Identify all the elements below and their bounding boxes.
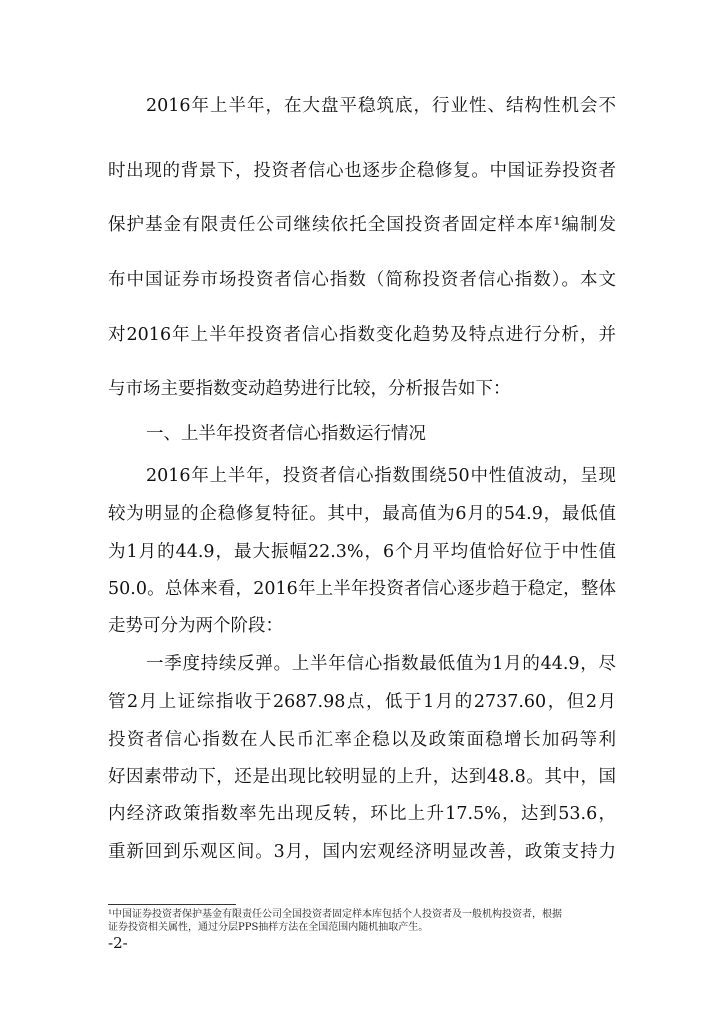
text-line: 重新回到乐观区间。3月，国内宏观经济明显改善，政策支持力 bbox=[108, 842, 616, 862]
text-line: 时出现的背景下，投资者信心也逐步企稳修复。中国证券投资者 bbox=[108, 161, 616, 181]
text-line: 较为明显的企稳修复特征。其中，最高值为6月的54.9，最低值 bbox=[108, 504, 616, 524]
text-line: 为1月的44.9，最大振幅22.3%，6个月平均值恰好位于中性值 bbox=[108, 542, 616, 562]
footnote bbox=[108, 908, 620, 934]
text-line: 投资者信心指数在人民币汇率企稳以及政策面稳增长加码等利 bbox=[108, 730, 616, 750]
text-line: 保护基金有限责任公司继续依托全国投资者固定样本库¹编制发 bbox=[108, 215, 616, 235]
text-line: 对2016年上半年投资者信心指数变化趋势及特点进行分析，并 bbox=[108, 325, 616, 345]
text-line: 内经济政策指数率先出现反转，环比上升17.5%，达到53.6， bbox=[108, 804, 616, 824]
text-line: 2016年上半年，在大盘平稳筑底，行业性、结构性机会不 bbox=[146, 96, 616, 116]
text-line: 布中国证券市场投资者信心指数（简称投资者信心指数）。本文 bbox=[108, 270, 616, 290]
section-heading: 一、上半年投资者信心指数运行情况 bbox=[146, 424, 426, 444]
text-line: 一季度持续反弹。上半年信心指数最低值为1月的44.9，尽 bbox=[146, 654, 616, 674]
footnote-separator bbox=[108, 904, 236, 905]
text-line: 管2月上证综指收于2687.98点，低于1月的2737.60，但2月 bbox=[108, 692, 616, 712]
page-number: -2- bbox=[108, 934, 128, 952]
text-line: 50.0。总体来看，2016年上半年投资者信心逐步趋于稳定，整体 bbox=[108, 579, 616, 599]
text-line: 2016年上半年，投资者信心指数围绕50中性值波动，呈现 bbox=[146, 466, 616, 486]
text-line: 走势可分为两个阶段： bbox=[108, 616, 283, 636]
footnote-line: ¹中国证券投资者保护基金有限责任公司全国投资者固定样本库包括个人投资者及一般机构投资者，根据 bbox=[108, 909, 563, 920]
text-line: 与市场主要指数变动趋势进行比较，分析报告如下： bbox=[108, 379, 511, 399]
footnote-line: 证券投资相关属性，通过分层PPS抽样方法在全国范围内随机抽取产生。 bbox=[108, 922, 429, 933]
text-line: 好因素带动下，还是出现比较明显的上升，达到48.8。其中，国 bbox=[108, 767, 616, 787]
